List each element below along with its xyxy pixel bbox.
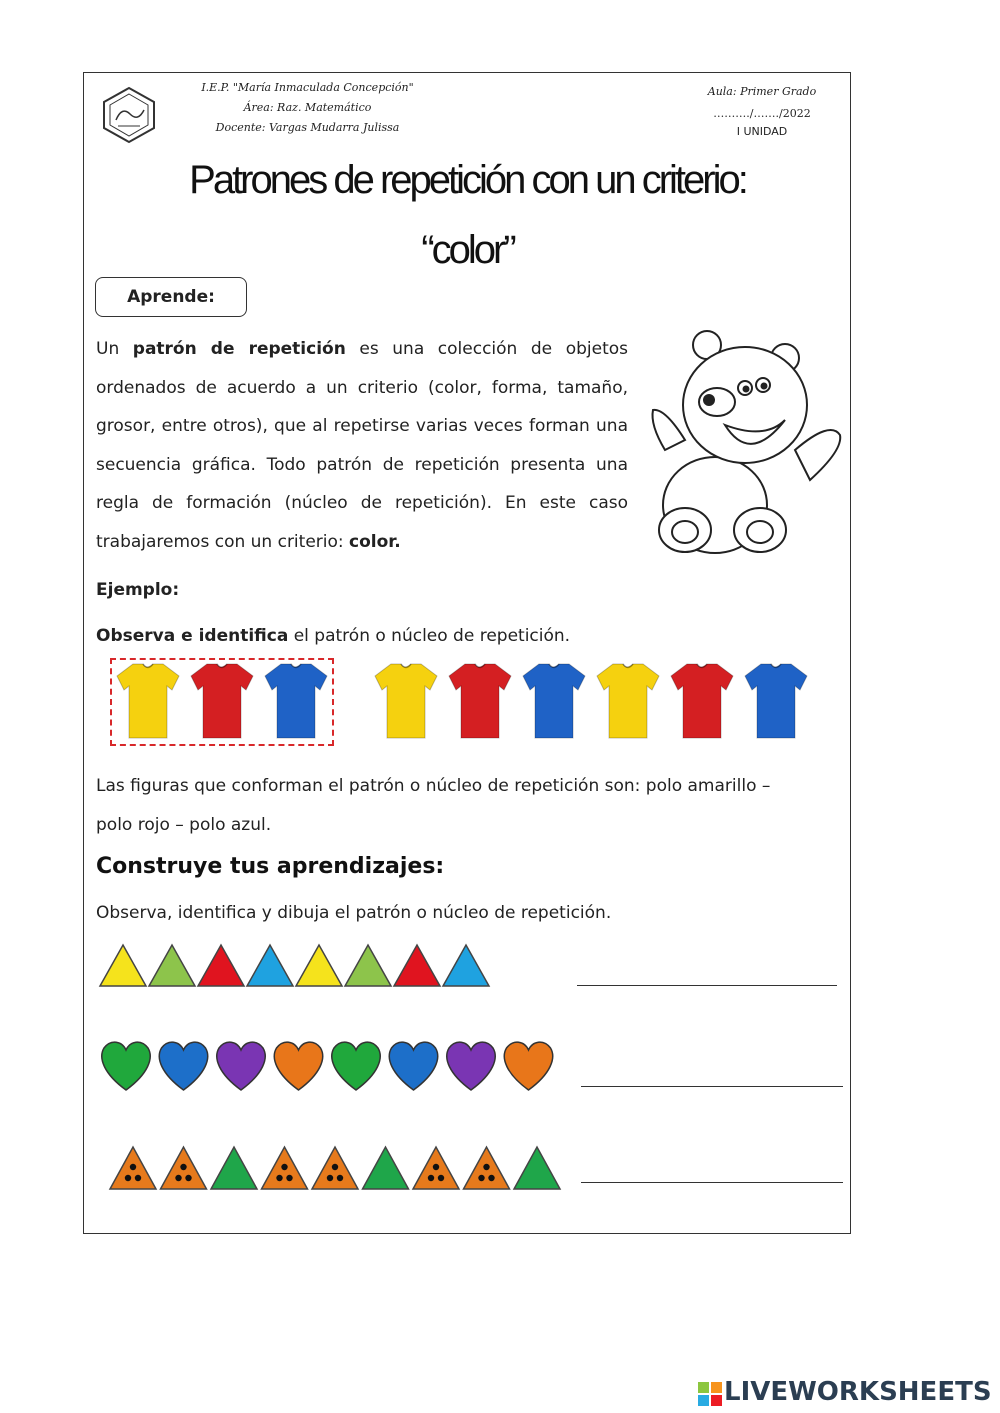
heart-6: [389, 1042, 437, 1090]
build-heading: Construye tus aprendizajes:: [96, 854, 445, 879]
definition-criterion: color.: [349, 531, 401, 552]
heart-4: [274, 1042, 322, 1090]
shirt-5: [449, 664, 511, 738]
shirt-7: [597, 664, 659, 738]
shirt-2: [191, 664, 253, 738]
bear-illustration: [645, 330, 845, 555]
page-subtitle: “color”: [421, 228, 514, 272]
hearts-row: [98, 1038, 560, 1094]
triangle-8: [443, 945, 489, 986]
answer-line-3[interactable]: [581, 1182, 843, 1183]
heart-1: [102, 1042, 150, 1090]
triangle-5: [296, 945, 342, 986]
example-label: Ejemplo:: [96, 580, 180, 600]
shirt-6: [523, 664, 585, 738]
row3-triangle-9: [514, 1147, 560, 1189]
row3-triangle-1: [110, 1147, 156, 1189]
shirt-8: [671, 664, 733, 738]
liveworksheets-logo-icon: [697, 1381, 723, 1407]
example-instruction: [96, 626, 570, 646]
classroom: Aula: Primer Grado: [707, 85, 817, 98]
definition-start: Un: [96, 339, 133, 359]
header-info: [190, 78, 425, 138]
triangle-4: [247, 945, 293, 986]
triangle-6: [345, 945, 391, 986]
school-name: I.E.P. "María Inmaculada Concepción": [201, 81, 414, 94]
page-title: Patrones de repetición con un criterio:: [189, 158, 746, 202]
school-logo-icon: [100, 86, 158, 144]
row3-triangle-3: [211, 1147, 257, 1189]
shirt-3: [265, 664, 327, 738]
shirts-row: [105, 660, 815, 745]
definition-paragraph: [96, 330, 628, 561]
teacher-name: Docente: Vargas Mudarra Julissa: [215, 121, 400, 134]
row3-triangle-4: [262, 1147, 308, 1189]
heart-7: [447, 1042, 495, 1090]
header-right: [697, 85, 827, 138]
triangles-row: [98, 940, 498, 992]
shirt-4: [375, 664, 437, 738]
row3-triangle-6: [363, 1147, 409, 1189]
liveworksheets-brand: LIVEWORKSHEETS: [724, 1377, 992, 1407]
triangle-3: [198, 945, 244, 986]
row3-triangle-5: [312, 1147, 358, 1189]
unit-label: I UNIDAD: [736, 125, 788, 138]
instruction-verb: Observa e identifica: [96, 626, 289, 646]
area-name: Área: Raz. Matemático: [243, 101, 372, 114]
row3-triangle-8: [464, 1147, 510, 1189]
triangle-2: [149, 945, 195, 986]
triangle-1: [100, 945, 146, 986]
shirt-9: [745, 664, 807, 738]
heart-8: [504, 1042, 552, 1090]
answer-line-2[interactable]: [581, 1086, 843, 1087]
date-field: ………./……./2022: [713, 107, 811, 120]
heart-5: [332, 1042, 380, 1090]
explanation-line2: polo rojo – polo azul.: [96, 815, 272, 835]
definition-term: patrón de repetición: [132, 339, 346, 359]
heart-2: [159, 1042, 207, 1090]
answer-line-1[interactable]: [577, 985, 837, 986]
instruction-rest: el patrón o núcleo de repetición.: [288, 626, 571, 646]
shirt-1: [117, 664, 179, 738]
triangle-7: [394, 945, 440, 986]
dotted-triangles-row: [108, 1143, 568, 1193]
row3-triangle-7: [413, 1147, 459, 1189]
build-instruction: Observa, identifica y dibuja el patrón o núcleo de repetición.: [96, 903, 612, 923]
explanation-line1: Las figuras que conforman el patrón o núcleo de repetición son: polo amarillo –: [96, 776, 771, 796]
heart-3: [217, 1042, 265, 1090]
aprende-box: Aprende:: [95, 277, 247, 317]
definition-body: es una colección de objetos ordenados de acuerdo a un criterio (color, forma, tamaño, grosor, entre otros), que al repetirse varias veces forman una secuencia gráfica. Todo patrón de repetición presenta una regla de formación (núcleo de repetición). En este caso trabajaremos con un criterio:: [96, 339, 628, 552]
row3-triangle-2: [161, 1147, 207, 1189]
